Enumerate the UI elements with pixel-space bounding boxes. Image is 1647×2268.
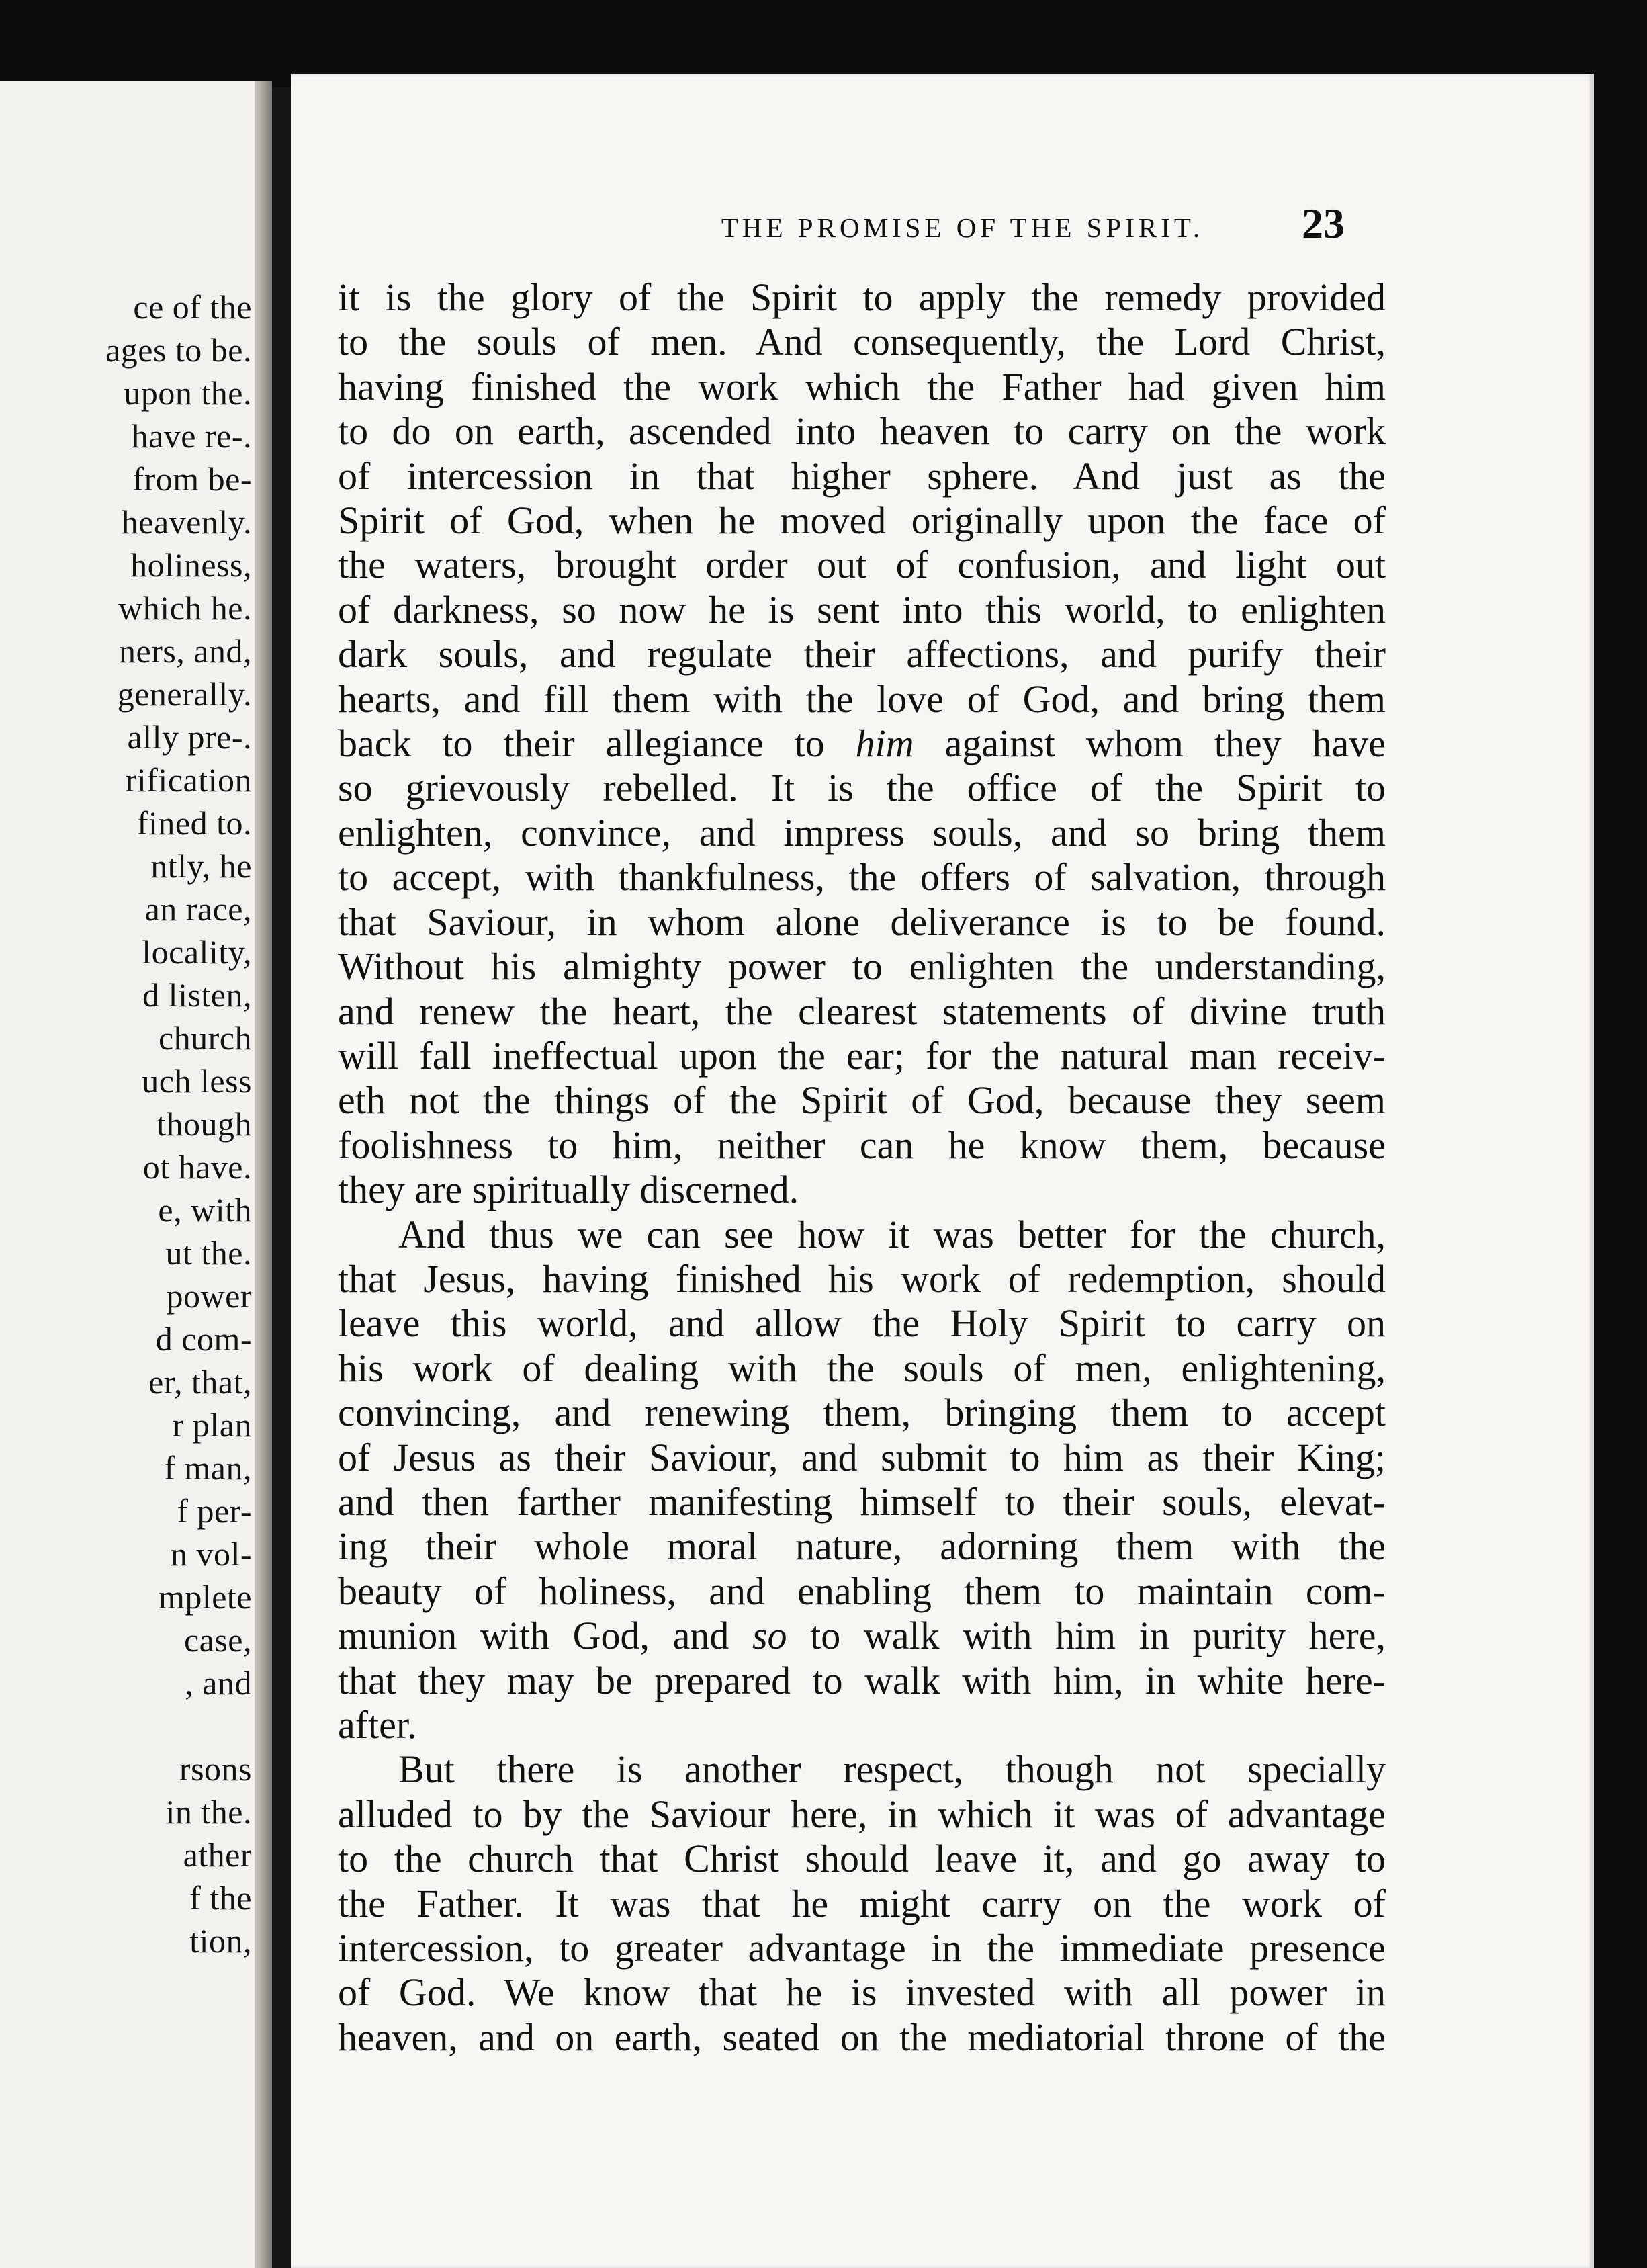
text-line: that they may be prepared to walk with him, in white here-	[338, 1658, 1386, 1702]
text-line: hearts, and fill them with the love of God, and bring them	[338, 677, 1386, 721]
text-line: And thus we can see how it was better for the church,	[398, 1212, 1386, 1256]
facing-line: ather	[183, 1836, 252, 1874]
facing-line: ners, and,	[119, 632, 252, 670]
facing-line: fined to.	[136, 804, 252, 842]
facing-line: mplete	[158, 1578, 252, 1616]
paragraph-1	[338, 275, 1386, 1213]
text-line: heaven, and on earth, seated on the mediatorial throne of the	[338, 2015, 1386, 2059]
facing-line: case,	[183, 1621, 252, 1659]
facing-line: rsons	[179, 1750, 252, 1788]
facing-line: f man,	[164, 1449, 252, 1487]
italic-word: him	[855, 722, 914, 766]
facing-page-text	[0, 286, 252, 1962]
facing-line: ages to be.	[105, 331, 252, 369]
facing-line: power	[166, 1277, 252, 1315]
book-page	[291, 74, 1594, 2268]
facing-line: n vol-	[170, 1535, 252, 1573]
facing-line: r plan	[172, 1406, 252, 1444]
facing-line: church	[158, 1019, 252, 1057]
facing-line: f the	[189, 1879, 252, 1917]
text-line: Without his almighty power to enlighten the understanding,	[338, 945, 1386, 989]
facing-line: holiness,	[130, 546, 252, 584]
text-line: after.	[338, 1703, 417, 1747]
text-line: ing their whole moral nature, adorning them with the	[338, 1524, 1386, 1569]
text-line: alluded to by the Saviour here, in which it was of advantage	[338, 1792, 1386, 1836]
facing-line: er, that,	[148, 1363, 252, 1401]
text-segment: back to their allegiance to	[338, 722, 856, 766]
text-line: they are spiritually discerned.	[338, 1168, 799, 1212]
text-line: of God. We know that he is invested with all power in	[338, 1970, 1386, 2015]
text-line: convincing, and renewing them, bringing them to accept	[338, 1391, 1386, 1435]
facing-line: ce of the	[133, 288, 252, 326]
facing-line: tion,	[189, 1922, 252, 1960]
text-line: intercession, to greater advantage in the immediate presence	[338, 1926, 1386, 1970]
page-body	[338, 275, 1386, 2060]
text-line: and renew the heart, the clearest statements of divine truth	[338, 989, 1386, 1033]
facing-line: locality,	[142, 933, 252, 971]
italic-word: so	[752, 1614, 787, 1658]
facing-line: though	[157, 1105, 252, 1143]
text-segment: to walk with him in purity here,	[787, 1614, 1386, 1658]
text-line: dark souls, and regulate their affections, and purify their	[338, 632, 1386, 677]
page-gutter	[255, 81, 272, 2268]
facing-line: d listen,	[142, 976, 252, 1014]
page-number: 23	[1302, 200, 1345, 247]
text-line: will fall ineffectual upon the ear; for the natural man receiv-	[338, 1033, 1386, 1078]
text-line: the waters, brought order out of confusion, and light out	[338, 543, 1386, 587]
text-line: to do on earth, ascended into heaven to carry on the work	[338, 409, 1386, 453]
facing-line: which he.	[118, 589, 252, 627]
facing-line: ut the.	[165, 1234, 252, 1272]
running-head: THE PROMISE OF THE SPIRIT.	[721, 212, 1204, 243]
text-line: having finished the work which the Father had given him	[338, 364, 1386, 408]
facing-line: ntly, he	[150, 847, 252, 885]
facing-line: , and	[185, 1664, 252, 1702]
text-line: eth not the things of the Spirit of God, because they seem	[338, 1078, 1386, 1123]
facing-line: upon the.	[124, 374, 252, 412]
facing-line: ally pre-.	[127, 718, 252, 756]
text-line: of darkness, so now he is sent into this world, to enlighten	[338, 587, 1386, 631]
facing-line: have re-.	[131, 417, 252, 455]
text-segment: against whom they have	[914, 722, 1386, 766]
text-line: enlighten, convince, and impress souls, and so bring them	[338, 810, 1386, 855]
text-line: the Father. It was that he might carry on the work of	[338, 1881, 1386, 1925]
text-line: that Jesus, having finished his work of redemption, should	[338, 1256, 1386, 1301]
text-line: foolishness to him, neither can he know them, because	[338, 1123, 1386, 1167]
text-line	[338, 722, 1386, 766]
facing-line: d com-	[155, 1320, 252, 1358]
text-line: to the souls of men. And consequently, the Lord Christ,	[338, 320, 1386, 364]
facing-line: e, with	[158, 1191, 252, 1229]
book-spine	[272, 87, 291, 2268]
text-line: leave this world, and allow the Holy Spirit to carry on	[338, 1301, 1386, 1346]
facing-line: f per-	[177, 1492, 252, 1530]
text-line: that Saviour, in whom alone deliverance is to be found.	[338, 900, 1386, 944]
text-line: so grievously rebelled. It is the office of the Spirit to	[338, 766, 1386, 810]
text-line: to the church that Christ should leave it, and go away to	[338, 1837, 1386, 1881]
facing-gap	[0, 1704, 252, 1747]
facing-line: in the.	[165, 1793, 252, 1831]
facing-line: an race,	[144, 890, 252, 928]
text-line: his work of dealing with the souls of men, enlightening,	[338, 1346, 1386, 1390]
facing-line: generally.	[117, 675, 252, 713]
text-line	[338, 1614, 1386, 1658]
facing-line: ot have.	[142, 1148, 252, 1186]
text-line: But there is another respect, though not specially	[398, 1747, 1386, 1792]
facing-line: rification	[125, 761, 252, 799]
text-line: it is the glory of the Spirit to apply the remedy provided	[338, 275, 1386, 319]
text-line: of intercession in that higher sphere. And just as the	[338, 453, 1386, 498]
facing-line: uch less	[142, 1062, 252, 1100]
text-line: Spirit of God, when he moved originally upon the face of	[338, 498, 1386, 543]
text-line: and then farther manifesting himself to their souls, elevat-	[338, 1479, 1386, 1524]
facing-line: from be-	[132, 460, 252, 498]
text-line: of Jesus as their Saviour, and submit to him as their King;	[338, 1435, 1386, 1479]
facing-line: heavenly.	[121, 503, 252, 541]
page-edge	[1590, 74, 1594, 2268]
paragraph-2	[338, 1213, 1386, 1748]
paragraph-3	[338, 1747, 1386, 2060]
facing-page	[0, 81, 272, 2268]
text-line: to accept, with thankfulness, the offers of salvation, through	[338, 855, 1386, 900]
text-segment: munion with God, and	[338, 1614, 752, 1658]
text-line: beauty of holiness, and enabling them to maintain com-	[338, 1569, 1386, 1613]
